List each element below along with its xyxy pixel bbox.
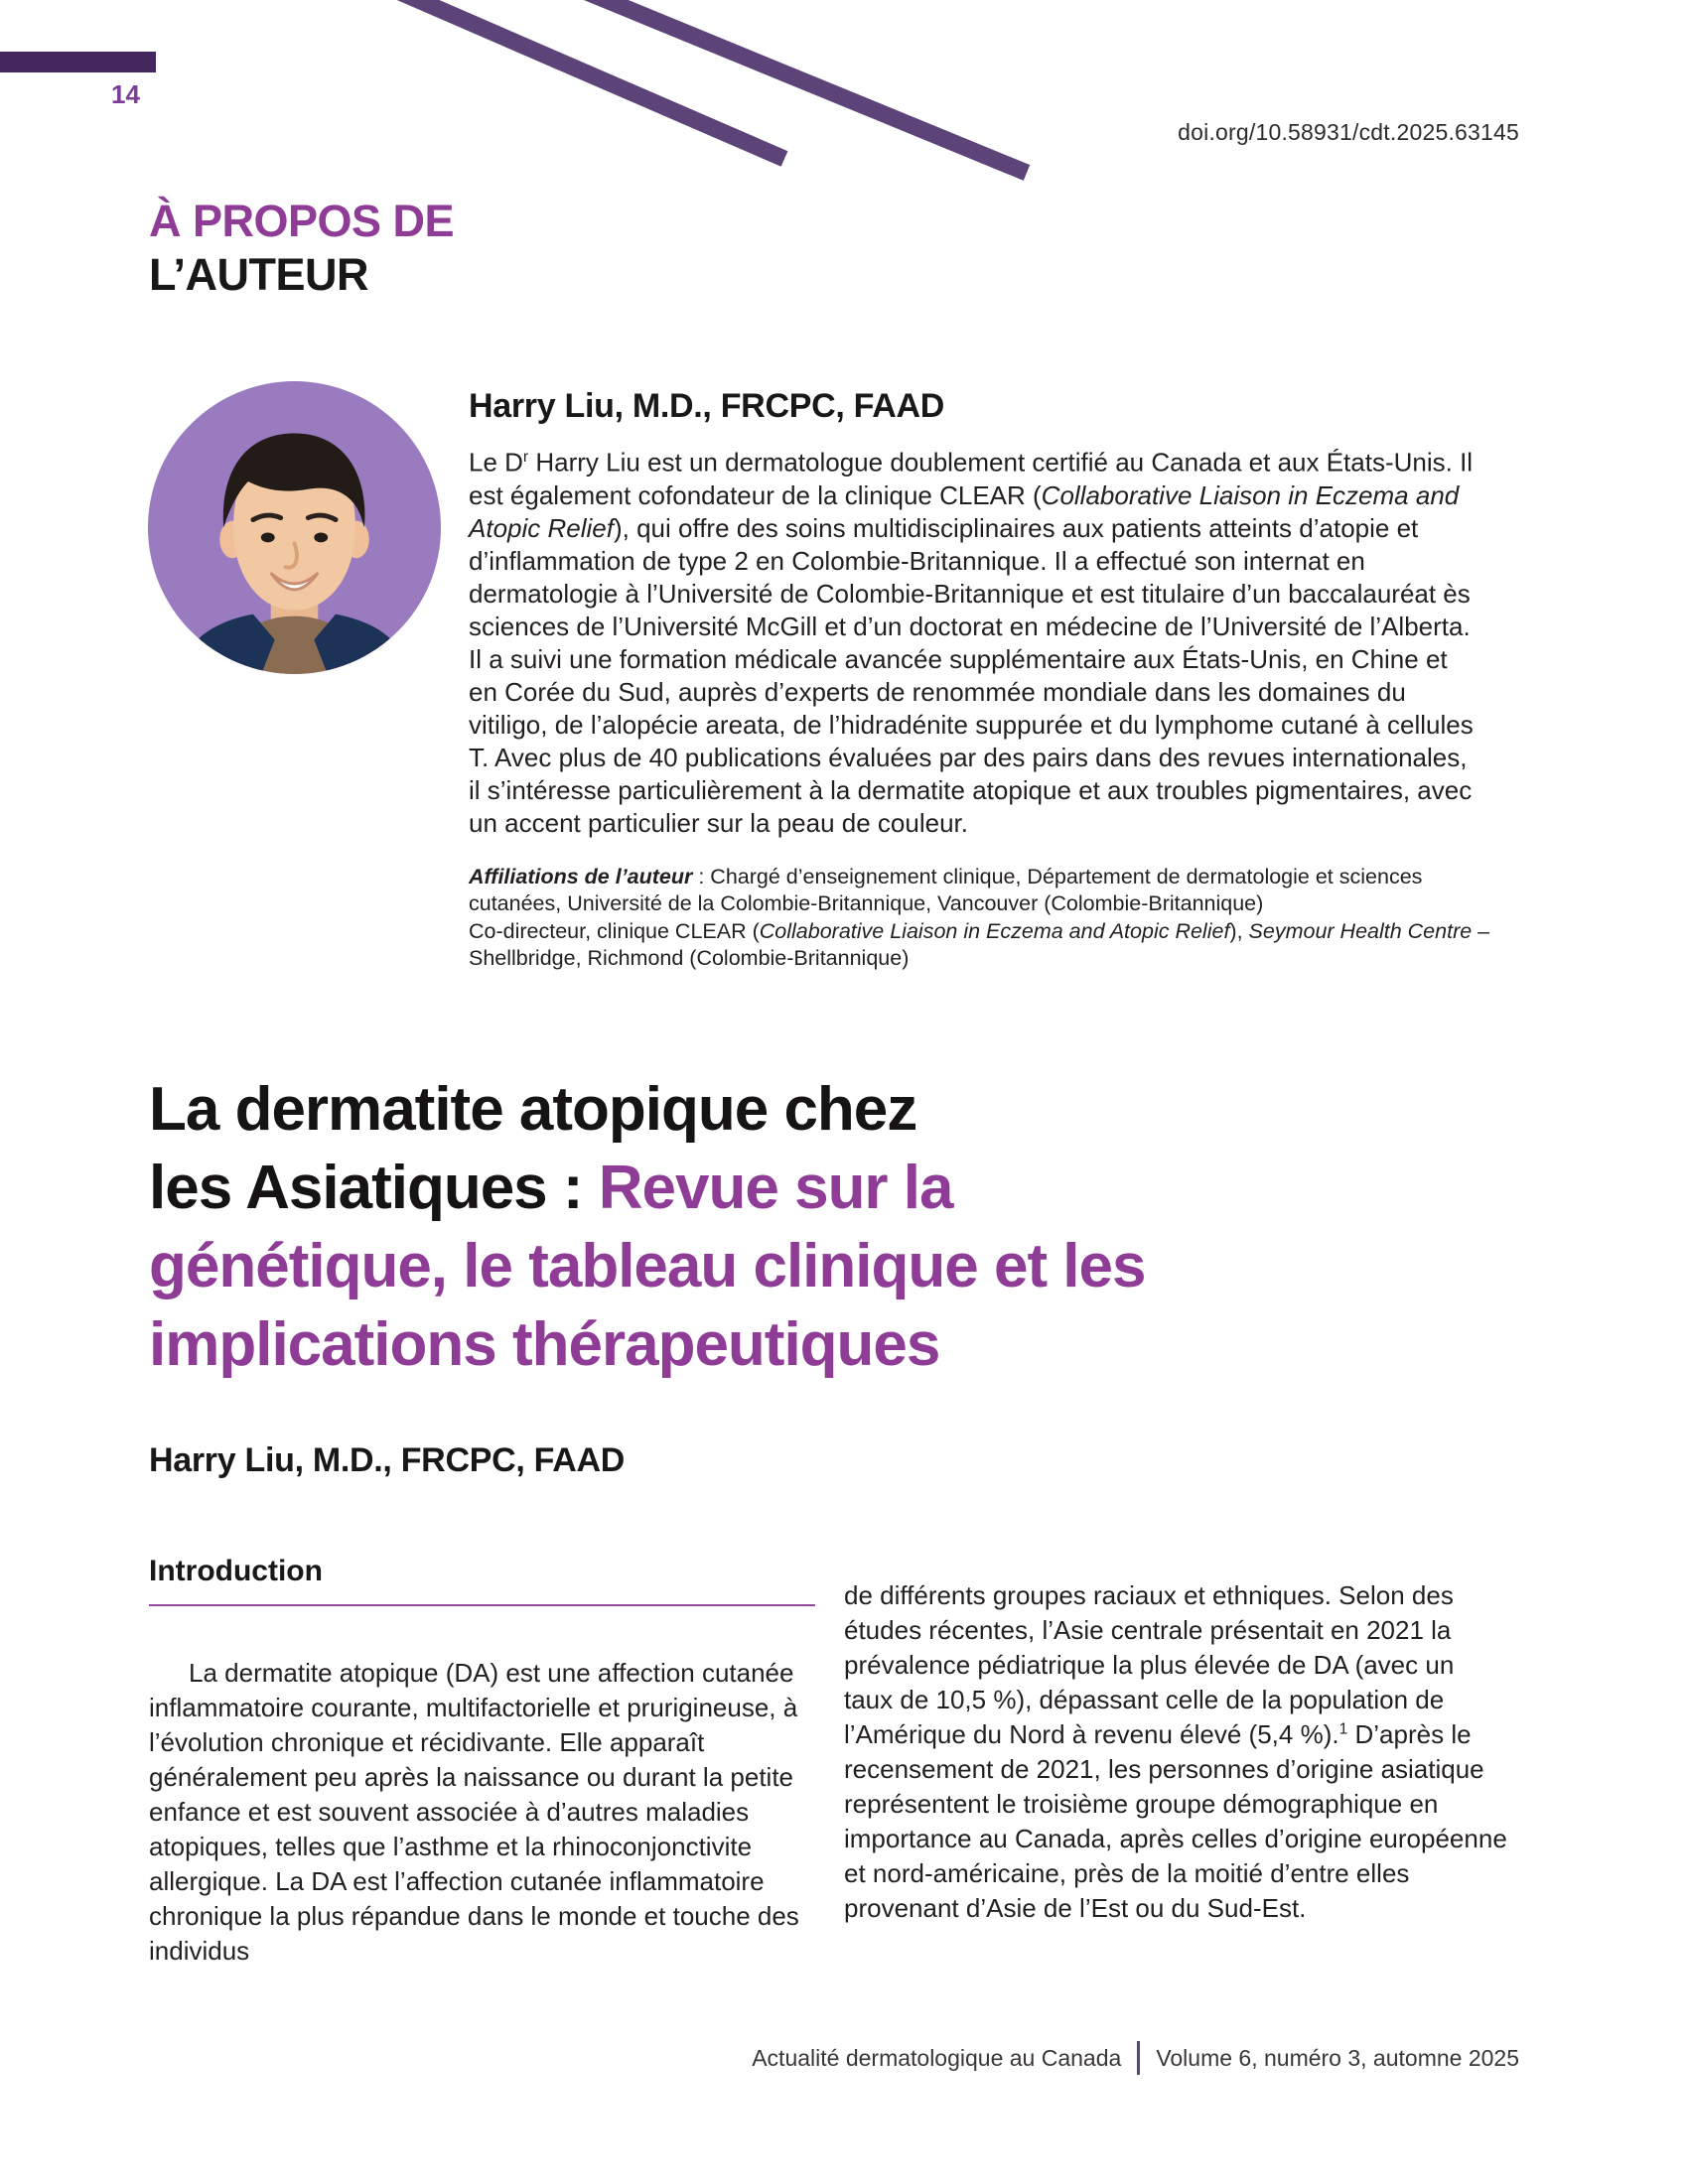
bio-clinic-name-italic: Collaborative Liaison in Eczema and Atopic Relief: [469, 479, 1460, 543]
about-heading-line1: À PROPOS DE: [149, 196, 455, 246]
about-author-heading: [149, 195, 454, 302]
affiliation-centre-italic: Seymour Health Centre: [1248, 918, 1473, 943]
intro-text-segment: D’après le recensement de 2021, les personnes d’origine asiatique représentent le troisième groupe démographique en importance au Canada, après celles d’origine européenne et nord-américaine, près de la moitié d’entre elles provenant d’Asie de l’Est ou du Sud-Est.: [844, 1719, 1507, 1923]
article-title-line: les Asiatiques : Revue sur la: [149, 1154, 953, 1222]
author-photo: [147, 380, 442, 675]
intro-paragraph-right: [844, 1578, 1507, 1926]
affiliation-text: ),: [1229, 918, 1249, 943]
affiliation-entry: [469, 864, 1519, 918]
affiliations-label: Affiliations de l’auteur: [469, 864, 693, 888]
footer-separator-bar: [1137, 2041, 1140, 2075]
author-affiliations: [469, 864, 1519, 973]
footnote-reference: 1: [1338, 1720, 1348, 1738]
intro-paragraph-left: La dermatite atopique (DA) est une affection cutanée inflammatoire courante, multifactorielle et prurigineuse, à l’évolution chronique et récidivante. Elle apparaît généralement peu après la naissance ou durant la petite enfance et est souvent associée à d’autres maladies atopiques, telles que l’asthme et la rhinoconjonctivite allergique. La DA est l’affection cutanée inflammatoire chronique la plus répandue dans le monde et touche des individus: [149, 1658, 799, 1966]
intro-column-left: [149, 1656, 812, 1969]
author-name: Harry Liu, M.D., FRCPC, FAAD: [469, 387, 944, 425]
bio-superscript: r: [522, 449, 529, 466]
footer-journal-name: Actualité dermatologique au Canada: [752, 2044, 1122, 2071]
article-title-line: La dermatite atopique chez: [149, 1075, 917, 1144]
article-title-line: génétique, le tableau clinique et les: [149, 1232, 1146, 1300]
affiliation-text: Co-directeur, clinique CLEAR (: [469, 918, 760, 943]
bio-text-segment: Harry Liu est un dermatologue doublement certifié au Canada et aux États-Unis. Il est également cofondateur de la clinique CLEAR (: [469, 447, 1474, 510]
affiliation-entry: [469, 918, 1519, 973]
intro-text-segment: de différents groupes raciaux et ethniques. Selon des études récentes, l’Asie centrale présentait en 2021 la prévalence pédiatrique la plus élevée de DA (avec un taux de 10,5 %), dépassant celle de la population de l’Amérique du Nord à revenu élevé (5,4 %).: [844, 1580, 1455, 1749]
article-author: Harry Liu, M.D., FRCPC, FAAD: [149, 1441, 625, 1479]
bio-text-segment: Le D: [469, 447, 523, 478]
doi-text: doi.org/10.58931/cdt.2025.63145: [1178, 119, 1519, 145]
affiliation-clinic-italic: Collaborative Liaison in Eczema and Atopic Relief: [759, 918, 1230, 943]
article-title: [149, 1070, 1539, 1384]
bio-text-segment: ), qui offre des soins multidisciplinaires aux patients atteints d’atopie et d’inflammation de type 2 en Colombie-Britannique. Il a effectué son internat en dermatologie à l’Université de Colombie-Britannique et est titulaire d’un baccalauréat ès sciences de l’Université McGill et d’un doctorat en médecine de l’Université de l’Alberta. Il a suivi une formation médicale avancée supplémentaire aux États-Unis, en Chine et en Corée du Sud, auprès d’experts de renommée mondiale dans les domaines du vitiligo, de l’alopécie areata, de l’hidradénite suppurée et du lymphome cutané à cellules T. Avec plus de 40 publications évaluées par des pairs dans des revues internationales, il s’intéresse particulièrement à la dermatite atopique et aux troubles pigmentaires, avec un accent particulier sur la peau de couleur.: [469, 512, 1474, 838]
author-bio: [469, 441, 1477, 840]
intro-column-right: [844, 1578, 1507, 1926]
section-heading-introduction: Introduction: [149, 1555, 815, 1606]
article-title-line: implications thérapeutiques: [149, 1310, 940, 1379]
page-footer: [752, 2041, 1519, 2075]
author-bio-column: [469, 387, 1519, 973]
page-number: 14: [111, 79, 140, 109]
affiliation-text: : Chargé d’enseignement clinique, Département de dermatologie et sciences cutanées, Université de la Colombie-Britannique, Vancouver (Colombie-Britannique): [469, 864, 1423, 916]
affiliation-text: – Shellbridge, Richmond (Colombie-Britannique): [469, 918, 1490, 971]
footer-issue-info: Volume 6, numéro 3, automne 2025: [1156, 2044, 1519, 2071]
about-heading-line2: L’AUTEUR: [149, 249, 368, 300]
